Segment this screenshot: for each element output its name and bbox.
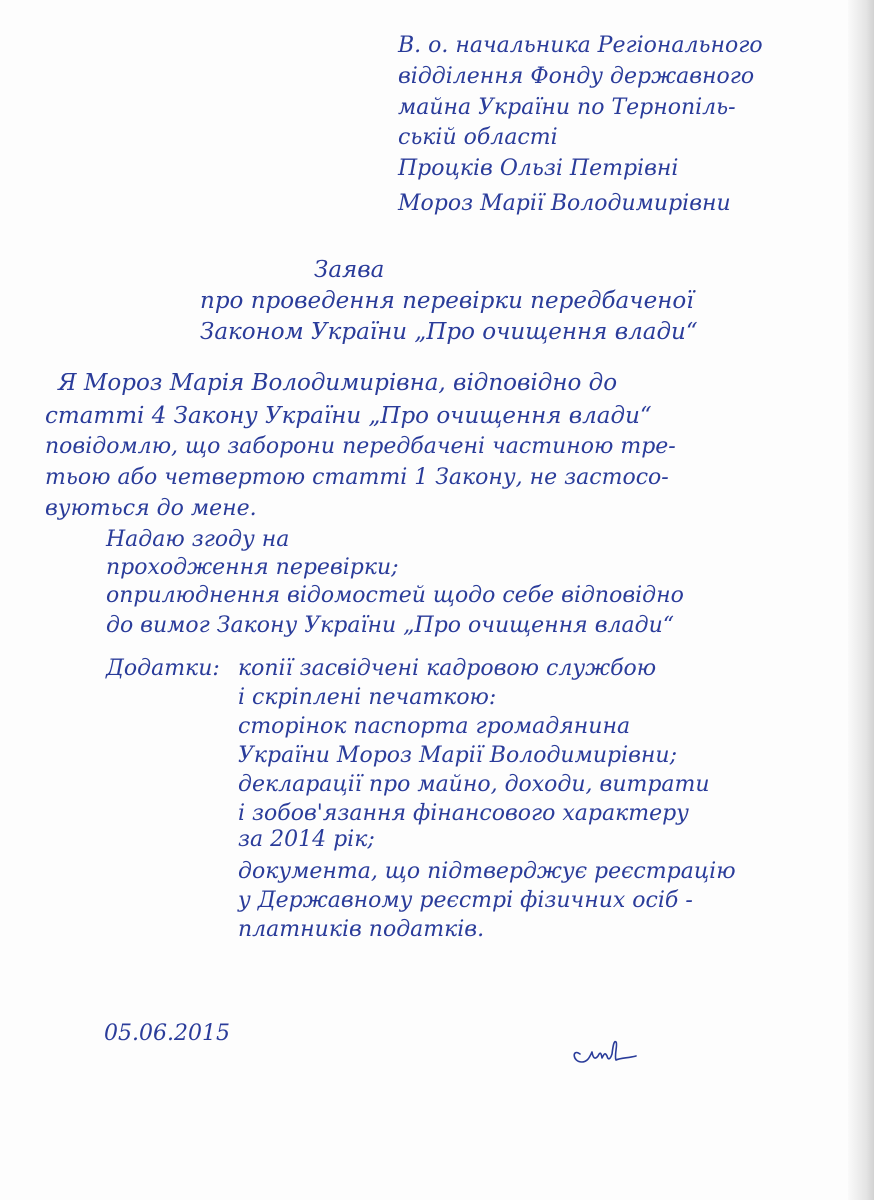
attachment-line: сторінок паспорта громадянина — [238, 714, 631, 739]
title-line: про проведення перевірки передбаченої — [200, 288, 694, 314]
body-line: повідомлю, що заборони передбачені частиною тре- — [45, 434, 676, 459]
page-edge-shadow — [848, 0, 874, 1200]
body-line: тьою або четвертою статті 1 Закону, не застосо- — [45, 465, 669, 490]
body-line: Надаю згоду на — [106, 527, 290, 552]
addressee-line: В. о. начальника Регіонального — [398, 33, 763, 58]
body-line: вуються до мене. — [45, 496, 257, 521]
addressee-line: відділення Фонду державного — [398, 64, 755, 89]
addressee-line: майна України по Тернопіль- — [398, 95, 736, 120]
addressee-line: ській області — [398, 125, 558, 150]
attachment-line: у Державному реєстрі фізичних осіб - — [238, 888, 693, 913]
attachments-label: Додатки: — [106, 656, 220, 681]
attachment-line: і зобов'язання фінансового характеру — [238, 801, 689, 826]
body-line: Я Мороз Марія Володимирівна, відповідно до — [58, 370, 618, 396]
body-line: проходження перевірки; — [106, 555, 399, 580]
attachment-line: копії засвідчені кадровою службою — [238, 656, 657, 681]
attachment-line: за 2014 рік; — [238, 827, 375, 852]
attachment-line: декларації про майно, доходи, витрати — [238, 772, 710, 797]
addressee-line: Мороз Марії Володимирівни — [398, 191, 731, 216]
body-line: до вимог Закону України „Про очищення влади“ — [106, 613, 675, 638]
attachment-line: платників податків. — [238, 917, 485, 942]
handwritten-signature — [566, 1032, 646, 1072]
body-line: статті 4 Закону України „Про очищення влади“ — [45, 403, 652, 429]
attachment-line: і скріплені печаткою: — [238, 685, 497, 710]
title-heading: Заява — [314, 257, 385, 283]
body-line: оприлюднення відомостей щодо себе відповідно — [106, 583, 684, 608]
attachment-line: України Мороз Марії Володимирівни; — [238, 743, 677, 768]
document-date: 05.06.2015 — [104, 1021, 230, 1046]
attachment-line: документа, що підтверджує реєстрацію — [238, 859, 736, 884]
addressee-line: Процків Ользі Петрівні — [398, 156, 679, 181]
title-line: Законом України „Про очищення влади“ — [200, 319, 698, 345]
